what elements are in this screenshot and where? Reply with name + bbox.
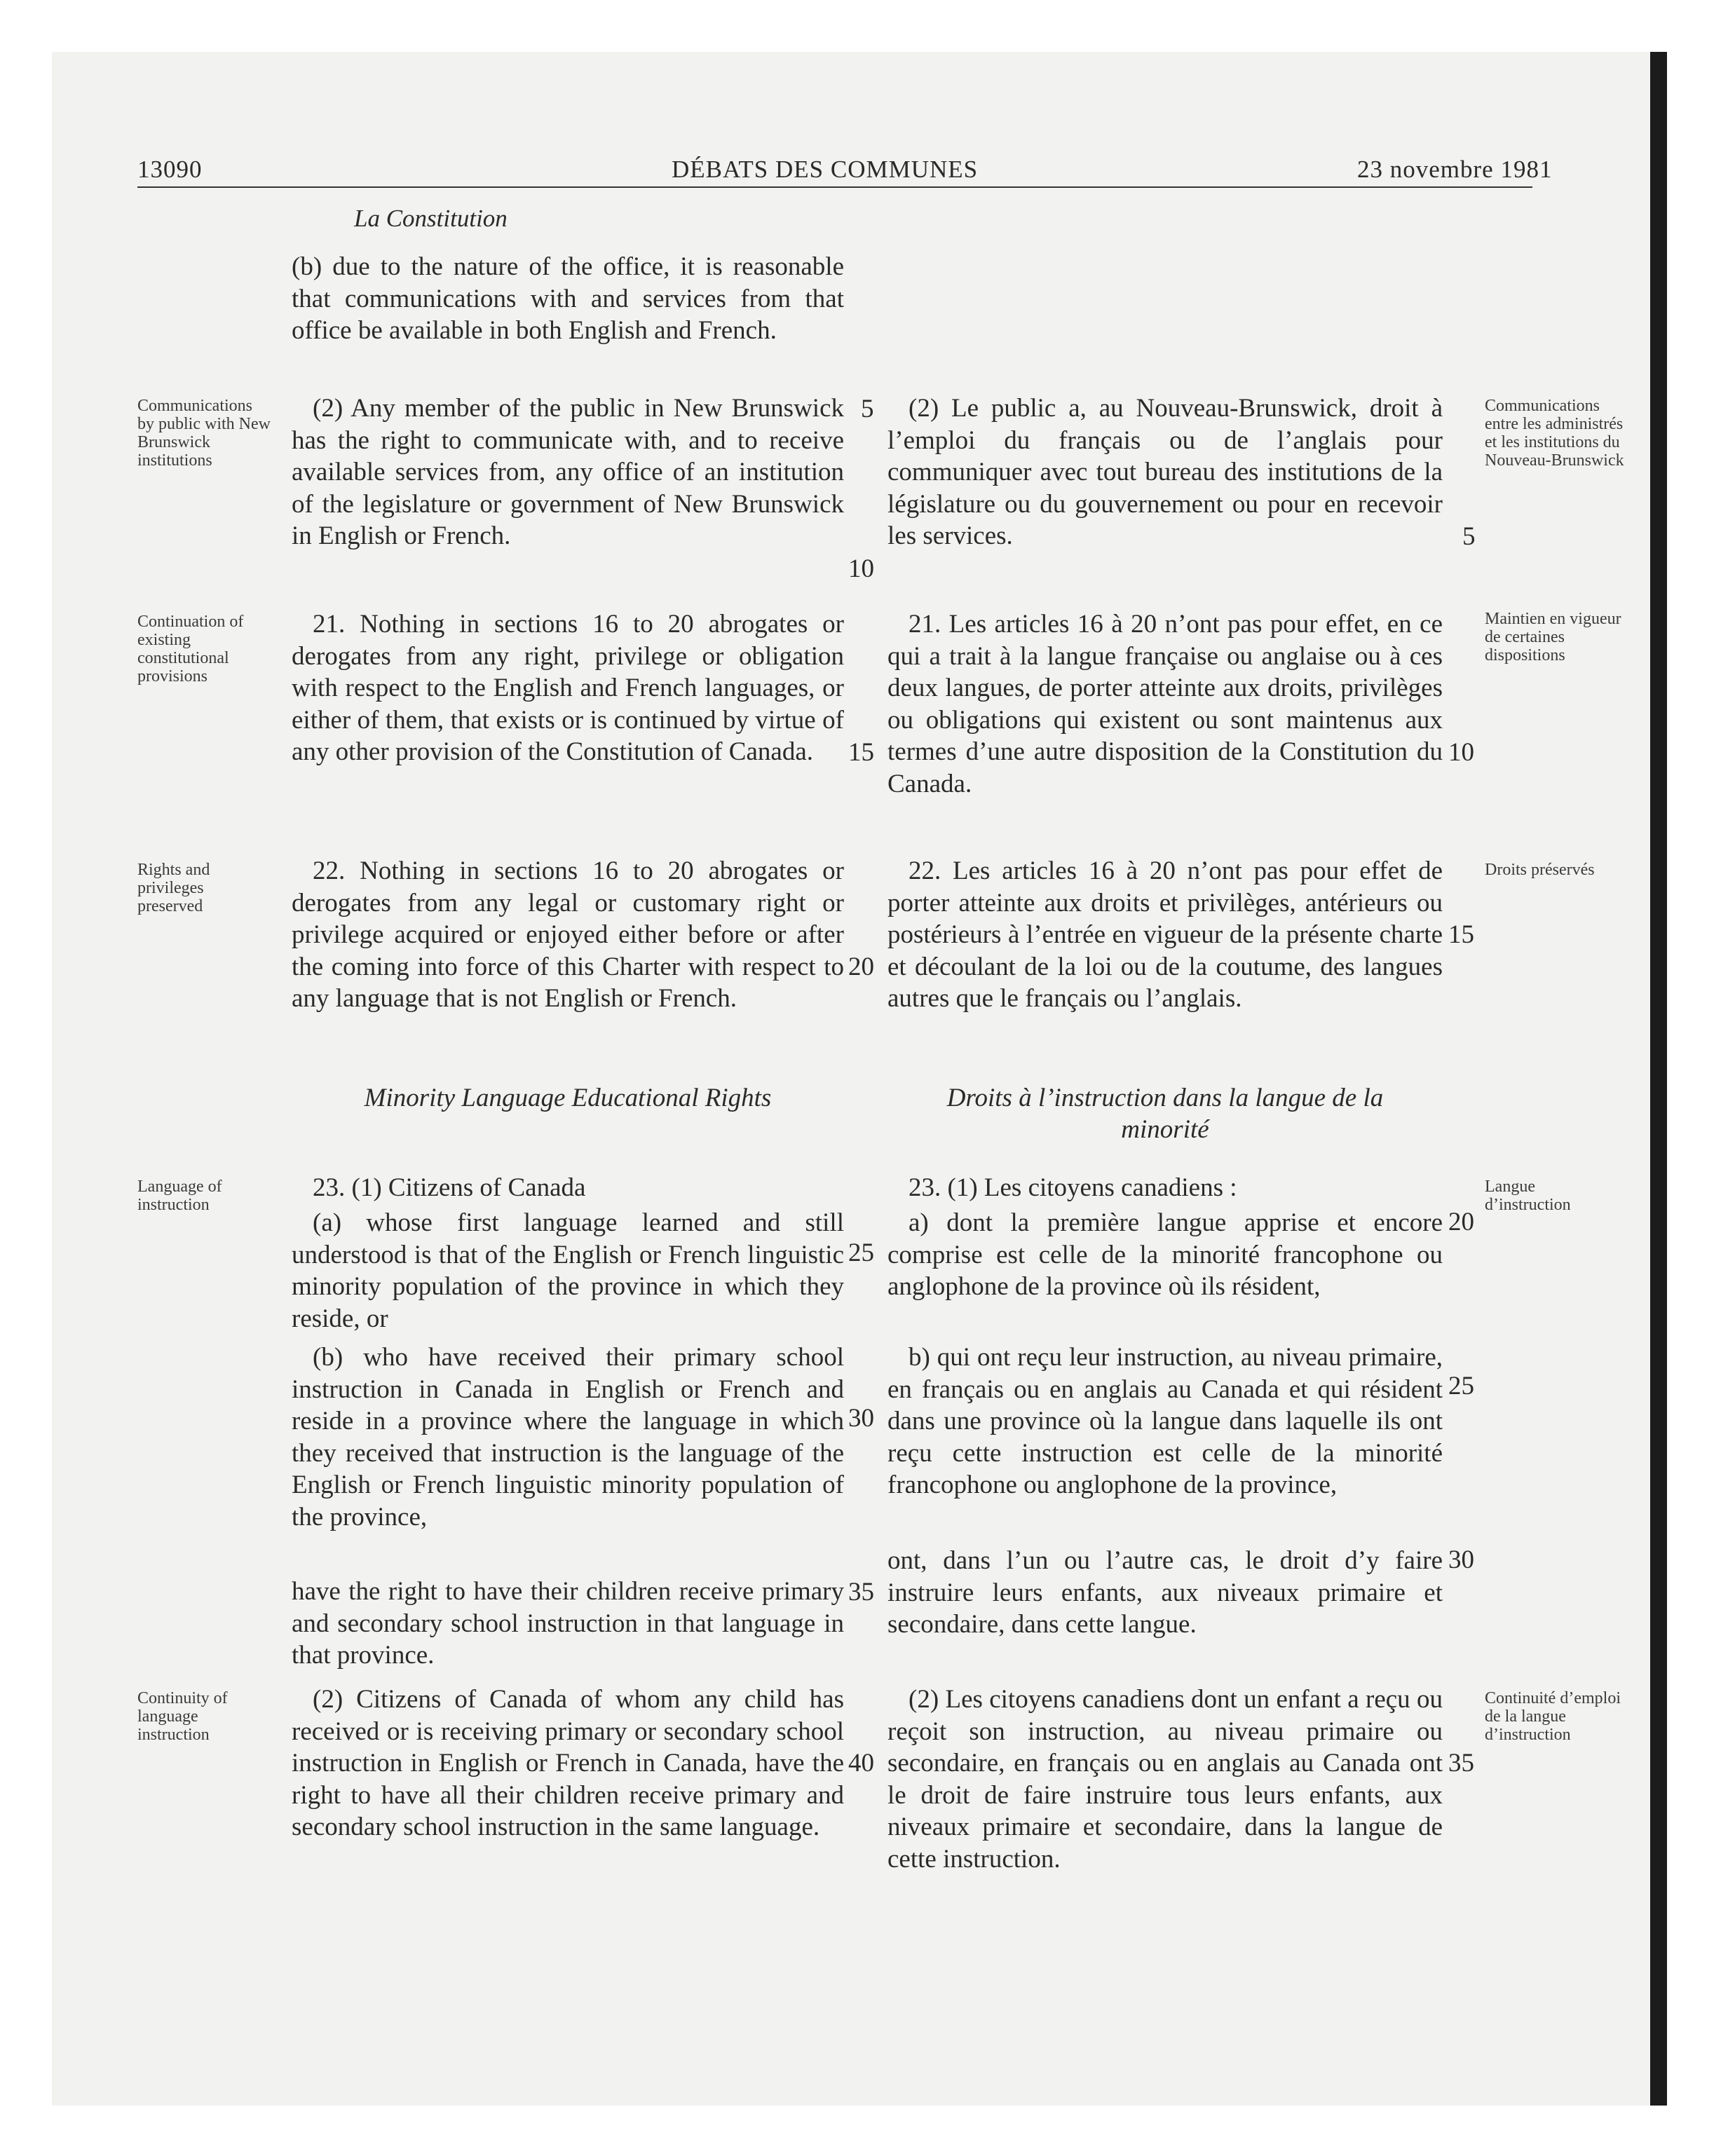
- fr-line-number: 15: [1448, 920, 1474, 949]
- en-section-21: 21. Nothing in sections 16 to 20 abrogates or derogates from any right, privilege or obligation with respect to the English and French languages, or either of them, that exists or is continued by virtue of any other provision of the Constitution of Canada.: [292, 610, 844, 766]
- fr-section-23-1: 23. (1) Les citoyens canadiens :: [909, 1173, 1237, 1202]
- fr-section-21: 21. Les articles 16 à 20 n’ont pas pour effet, en ce qui a trait à la langue française ou anglaise ou à ces deux langues, de porter atteinte aux droits, privilèges ou obligations qui existent ou sont maintenus aux termes d’une autre disposition de la Constitution du Canada.: [887, 610, 1443, 798]
- fr-line-number: 25: [1448, 1372, 1474, 1400]
- scan-edge: [1650, 52, 1667, 2106]
- en-section-23-b: (b) who have received their primary school instruction in Canada in English or French and reside in a province where the language in which they received that instruction is the language of the English or French linguistic minority population of the province,: [292, 1343, 844, 1531]
- journal-title: DÉBATS DES COMMUNES: [672, 156, 979, 183]
- header-rule: [137, 186, 1532, 188]
- en-section-23-2: (2) Citizens of Canada of whom any child has received or is receiving primary or secondary school instruction in English or French in Canada, have the right to have all their children receive primary and secondary school instruction in the same language.: [292, 1685, 844, 1841]
- margin-note-en: Continuity of language instruction: [137, 1689, 228, 1744]
- fr-heading: Droits à l’instruction dans la langue de la minorité: [946, 1084, 1384, 1144]
- fr-line-number: 30: [1448, 1546, 1474, 1574]
- fr-line-number: 20: [1448, 1208, 1474, 1236]
- en-line-number: 15: [848, 738, 874, 767]
- margin-note-en: Language of instruction: [137, 1178, 222, 1214]
- margin-note-en: Communications by public with New Brunswick institutions: [137, 397, 271, 470]
- header-date: 23 novembre 1981: [1357, 156, 1553, 183]
- fr-section-23-2: (2) Les citoyens canadiens dont un enfant a reçu ou reçoit son instruction, au niveau primaire ou secondaire, en français ou en anglais au Canada ont le droit de faire instruire tous leurs enfants, aux niveaux primaire et secondaire, dans la langue de cette instruction.: [887, 1685, 1443, 1874]
- en-line-number: 20: [848, 953, 874, 981]
- en-section-23-tail: have the right to have their children receive primary and secondary school instruction in that language in that province.: [292, 1577, 844, 1670]
- running-head: La Constitution: [354, 205, 508, 232]
- en-line-number: 25: [848, 1239, 874, 1267]
- fr-line-number: 5: [1462, 522, 1476, 551]
- page-number: 13090: [137, 156, 203, 183]
- margin-note-fr: Maintien en vigueur de certaines dispositions: [1485, 610, 1621, 664]
- en-section-23-1: 23. (1) Citizens of Canada: [313, 1173, 586, 1202]
- fr-section-23-a: a) dont la première langue apprise et encore comprise est celle de la minorité francophone ou anglophone de la province où ils résident,: [887, 1208, 1443, 1301]
- fr-section-23-tail: ont, dans l’un ou l’autre cas, le droit d’y faire instruire leurs enfants, aux niveaux primaire et secondaire, dans cette langue.: [887, 1546, 1443, 1639]
- en-heading: Minority Language Educational Rights: [364, 1084, 772, 1112]
- en-clause-b-continued: (b) due to the nature of the office, it is reasonable that communications with and services from that office be available in both English and French.: [292, 252, 844, 345]
- margin-note-fr: Continuité d’emploi de la langue d’instruction: [1485, 1689, 1621, 1744]
- fr-section-22: 22. Les articles 16 à 20 n’ont pas pour effet de porter atteinte aux droits et privilèges, antérieurs ou postérieurs à l’entrée en vigueur de la présente charte et découlant de la loi ou de la coutume, des langues autres que le français ou l’anglais.: [887, 857, 1443, 1013]
- margin-note-en: Rights and privileges preserved: [137, 861, 210, 915]
- en-section-20-2: (2) Any member of the public in New Brunswick has the right to communicate with, and to receive available services from, any office of an institution of the legislature or government of New Brunswick in English or French.: [292, 394, 844, 550]
- en-line-number: 5: [861, 395, 874, 423]
- fr-section-23-b: b) qui ont reçu leur instruction, au niveau primaire, en français ou en anglais au Canada et qui résident dans une province où la langue dans laquelle ils ont reçu cette instruction est celle de la minorité francophone ou anglophone de la province,: [887, 1343, 1443, 1499]
- margin-note-fr: Droits préservés: [1485, 861, 1595, 879]
- en-line-number: 10: [848, 554, 874, 583]
- fr-line-number: 10: [1448, 738, 1474, 767]
- fr-section-20-2: (2) Le public a, au Nouveau-Brunswick, droit à l’emploi du français ou de l’anglais pour communiquer avec tout bureau des institutions de la législature ou du gouvernement ou pour en recevoir les services.: [887, 394, 1443, 550]
- fr-line-number: 35: [1448, 1749, 1474, 1778]
- margin-note-en: Continuation of existing constitutional provisions: [137, 613, 244, 685]
- margin-note-fr: Langue d’instruction: [1485, 1178, 1571, 1214]
- en-line-number: 35: [848, 1578, 874, 1606]
- margin-note-fr: Communications entre les administrés et les institutions du Nouveau-Brunswick: [1485, 397, 1624, 470]
- en-line-number: 40: [848, 1749, 874, 1778]
- en-section-22: 22. Nothing in sections 16 to 20 abrogates or derogates from any legal or customary right or privilege acquired or enjoyed either before or after the coming into force of this Charter with respect to any language that is not English or French.: [292, 857, 844, 1013]
- en-line-number: 30: [848, 1404, 874, 1433]
- en-section-23-a: (a) whose first language learned and still understood is that of the English or French linguistic minority population of the province in which they reside, or: [292, 1208, 844, 1333]
